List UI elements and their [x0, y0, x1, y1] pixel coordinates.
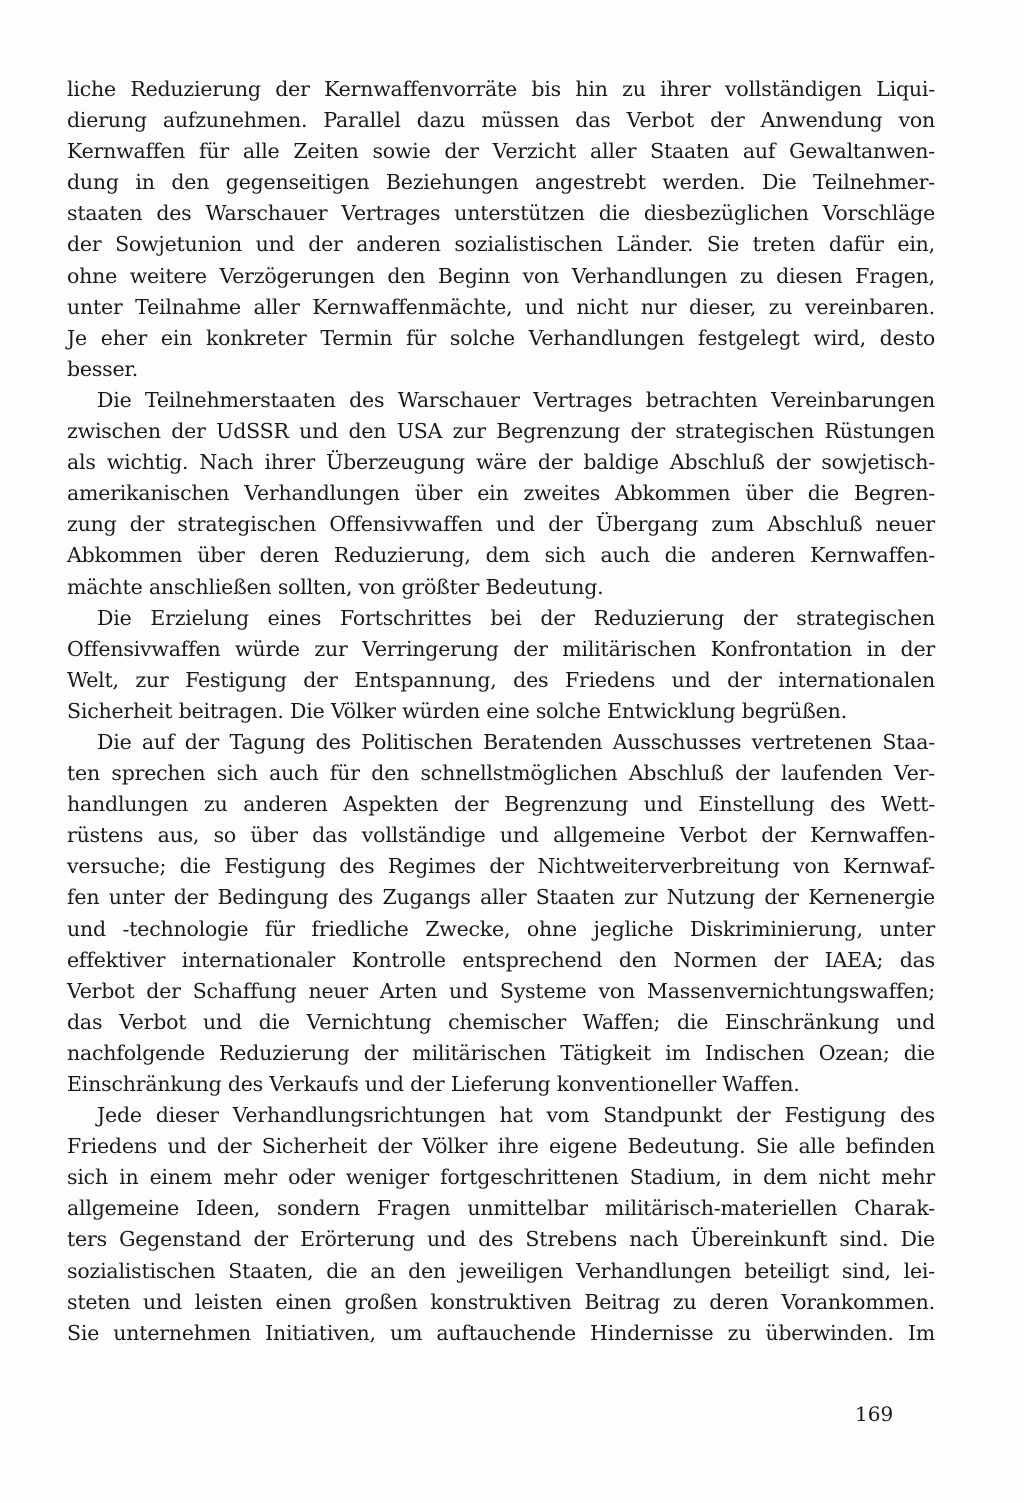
text-line: Welt, zur Festigung der Entspannung, des Friedens und der internationalen [67, 667, 935, 692]
text-line: unter Teilnahme aller Kernwaffenmächte, und nicht nur dieser, zu vereinbaren. [67, 294, 935, 319]
text-line: nachfolgende Reduzierung der militärischen Tätigkeit im Indischen Ozean; die [67, 1040, 935, 1065]
text-line: Einschränkung des Verkaufs und der Lieferung konventioneller Waffen. [67, 1072, 800, 1096]
text-line: Jede dieser Verhandlungsrichtungen hat vom Standpunkt der Festigung des [97, 1103, 935, 1128]
text-line: der Sowjetunion und der anderen sozialistischen Länder. Sie treten dafür ein, [67, 232, 935, 257]
text-line: Die Erzielung eines Fortschrittes bei der Reduzierung der strategischen [97, 605, 935, 630]
text-line: dierung aufzunehmen. Parallel dazu müssen das Verbot der Anwendung von [67, 108, 935, 133]
text-line: handlungen zu anderen Aspekten der Begrenzung und Einstellung des Wett- [67, 792, 935, 817]
body-text [67, 74, 935, 1349]
text-line: Die auf der Tagung des Politischen Beratenden Ausschusses vertretenen Staa- [97, 729, 935, 754]
text-line: Kernwaffen für alle Zeiten sowie der Verzicht aller Staaten auf Gewaltanwen- [67, 139, 935, 164]
text-line: mächte anschließen sollten, von größter Bedeutung. [67, 574, 604, 599]
text-line: amerikanischen Verhandlungen über ein zweites Abkommen über die Begren- [67, 481, 935, 506]
text-line: zwischen der UdSSR und den USA zur Begrenzung der strategischen Rüstungen [67, 419, 935, 444]
text-line: Verbot der Schaffung neuer Arten und Systeme von Massenvernichtungswaffen; [67, 978, 935, 1003]
text-line: zung der strategischen Offensivwaffen und der Übergang zum Abschluß neuer [67, 512, 935, 537]
text-line: rüstens aus, so über das vollständige und allgemeine Verbot der Kernwaffen- [67, 823, 935, 848]
text-line: Sie unternehmen Initiativen, um auftauchende Hindernisse zu überwinden. Im [67, 1320, 935, 1345]
text-line: allgemeine Ideen, sondern Fragen unmittelbar militärisch-materiellen Charak- [67, 1196, 935, 1221]
text-line: dung in den gegenseitigen Beziehungen angestrebt werden. Die Teilnehmer- [67, 170, 935, 195]
text-line: steten und leisten einen großen konstruktiven Beitrag zu deren Vorankommen. [67, 1289, 935, 1314]
text-line: ters Gegenstand der Erörterung und des Strebens nach Übereinkunft sind. Die [67, 1227, 935, 1252]
text-line: und -technologie für friedliche Zwecke, ohne jegliche Diskriminierung, unter [67, 916, 935, 941]
text-line: Sicherheit beitragen. Die Völker würden eine solche Entwicklung begrüßen. [67, 698, 847, 723]
text-line: sich in einem mehr oder weniger fortgeschrittenen Stadium, in dem nicht mehr [67, 1165, 935, 1190]
text-line: Friedens und der Sicherheit der Völker ihre eigene Bedeutung. Sie alle befinden [67, 1134, 935, 1159]
text-line: als wichtig. Nach ihrer Überzeugung wäre der baldige Abschluß der sowjetisch- [67, 450, 935, 475]
text-line: liche Reduzierung der Kernwaffenvorräte bis hin zu ihrer vollständigen Liqui- [67, 77, 935, 101]
text-line: Offensivwaffen würde zur Verringerung der militärischen Konfrontation in der [67, 636, 935, 661]
text-line: fen unter der Bedingung des Zugangs aller Staaten zur Nutzung der Kernenergie [67, 885, 935, 910]
page-number: 169 [855, 1402, 894, 1426]
text-line: besser. [67, 356, 139, 381]
text-line: ohne weitere Verzögerungen den Beginn von Verhandlungen zu diesen Fragen, [67, 263, 935, 288]
text-line: versuche; die Festigung des Regimes der Nichtweiterverbreitung von Kernwaf- [67, 854, 935, 879]
text-line: Die Teilnehmerstaaten des Warschauer Vertrages betrachten Vereinbarungen [97, 387, 935, 412]
text-line: ten sprechen sich auch für den schnellstmöglichen Abschluß der laufenden Ver- [67, 761, 935, 786]
text-line: sozialistischen Staaten, die an den jeweiligen Verhandlungen beteiligt sind, lei- [67, 1258, 935, 1283]
text-line: das Verbot und die Vernichtung chemischer Waffen; die Einschränkung und [67, 1009, 935, 1034]
text-line: Je eher ein konkreter Termin für solche Verhandlungen festgelegt wird, desto [67, 325, 935, 350]
text-line: staaten des Warschauer Vertrages unterstützen die diesbezüglichen Vorschläge [67, 201, 935, 226]
text-line: effektiver internationaler Kontrolle entsprechend den Normen der IAEA; das [67, 947, 935, 972]
text-line: Abkommen über deren Reduzierung, dem sich auch die anderen Kernwaffen- [67, 543, 935, 568]
